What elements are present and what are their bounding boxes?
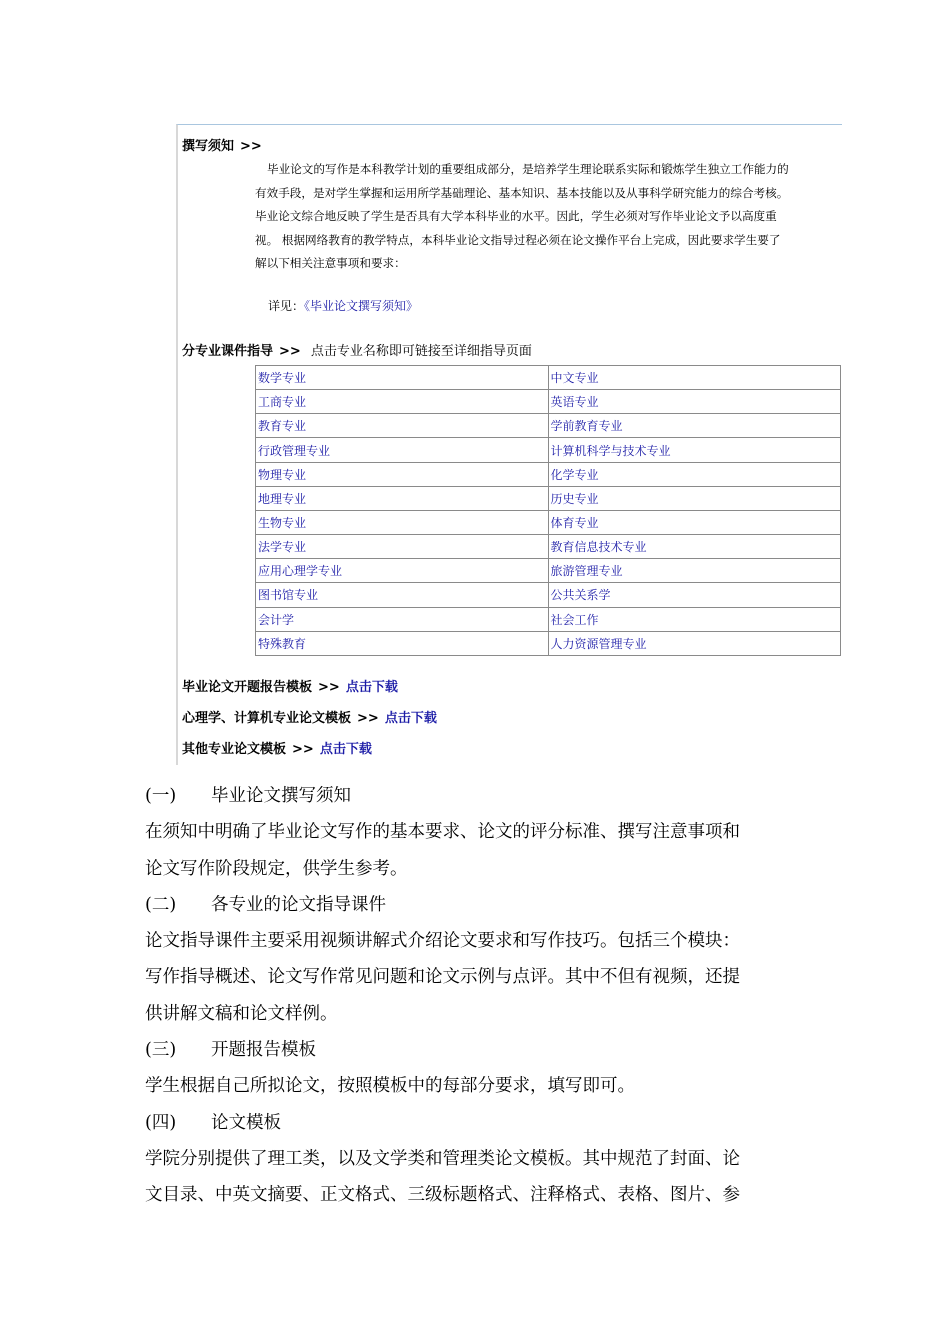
writing-guide-intro: [255, 158, 835, 276]
paragraph-line: 学院分别提供了理工类，以及文学类和管理类论文模板。其中规范了封面、论: [145, 1148, 740, 1169]
table-row: [256, 366, 841, 390]
section-number: (三): [145, 1040, 177, 1061]
major-link[interactable]: 旅游管理专业: [548, 559, 841, 583]
major-link[interactable]: 公共关系学: [548, 583, 841, 607]
courseware-title: 分专业课件指导: [182, 344, 274, 359]
major-link[interactable]: 计算机科学与技术专业: [548, 438, 841, 462]
writing-guide-arrow: >>: [240, 139, 262, 154]
table-row: [256, 583, 841, 607]
paragraph-line: 文目录、中英文摘要、正文格式、三级标题格式、注释格式、表格、图片、参: [145, 1185, 740, 1206]
major-link[interactable]: 行政管理专业: [256, 438, 549, 462]
major-link[interactable]: 教育专业: [256, 414, 549, 438]
paragraph-line: 在须知中明确了毕业论文写作的基本要求、论文的评分标准、撰写注意事项和: [145, 822, 740, 843]
paragraph-line: 论文指导课件主要采用视频讲解式介绍论文要求和写作技巧。包括三个模块：: [145, 931, 740, 952]
major-link[interactable]: 物理专业: [256, 462, 549, 486]
major-link[interactable]: 历史专业: [548, 486, 841, 510]
table-row: [256, 486, 841, 510]
section-heading-4: [145, 1105, 815, 1141]
major-link[interactable]: 学前教育专业: [548, 414, 841, 438]
section-heading-2: [145, 887, 815, 923]
section-number: (四): [145, 1112, 177, 1133]
major-link[interactable]: 图书馆专业: [256, 583, 549, 607]
table-row: [256, 462, 841, 486]
writing-guide-heading: [182, 135, 262, 154]
table-row: [256, 607, 841, 631]
major-link[interactable]: 体育专业: [548, 510, 841, 534]
major-link[interactable]: 社会工作: [548, 607, 841, 631]
writing-guide-link[interactable]: 《毕业论文撰写须知》: [304, 299, 419, 313]
download-label: 毕业论文开题报告模板: [182, 680, 313, 695]
major-link[interactable]: 教育信息技术专业: [548, 535, 841, 559]
major-link[interactable]: 生物专业: [256, 510, 549, 534]
download-link[interactable]: 点击下载: [319, 742, 372, 757]
download-label: 心理学、计算机专业论文模板: [182, 711, 352, 726]
paragraph-line: 供讲解文稿和论文样例。: [145, 1003, 338, 1024]
embedded-webpage-screenshot: [176, 124, 842, 765]
download-arrow: >>: [357, 711, 379, 726]
major-link[interactable]: 应用心理学专业: [256, 559, 549, 583]
section-heading-3: [145, 1032, 815, 1068]
table-row: [256, 390, 841, 414]
table-row: [256, 559, 841, 583]
section-title: 毕业论文撰写须知: [211, 786, 351, 806]
table-row: [256, 631, 841, 655]
download-link[interactable]: 点击下载: [384, 711, 437, 726]
section-title: 各专业的论文指导课件: [211, 894, 386, 915]
major-link[interactable]: 数学专业: [256, 366, 549, 390]
intro-line: 视。 根据网络教育的教学特点，本科毕业论文指导过程必须在论文操作平台上完成，因此要求学生要了: [255, 232, 781, 247]
table-row: [256, 535, 841, 559]
paragraph-line: 论文写作阶段规定，供学生参考。: [145, 858, 408, 879]
courseware-arrow: >>: [279, 344, 301, 359]
paragraph-line: 学生根据自己所拟论文，按照模板中的每部分要求，填写即可。: [145, 1076, 635, 1097]
major-link[interactable]: 地理专业: [256, 486, 549, 510]
document-body: [145, 778, 815, 1214]
table-row: [256, 414, 841, 438]
section-number: (二): [145, 894, 177, 915]
courseware-note: 点击专业名称即可链接至详细指导页面: [310, 344, 532, 359]
courseware-heading: [182, 340, 532, 359]
download-arrow: >>: [318, 680, 340, 695]
major-link[interactable]: 化学专业: [548, 462, 841, 486]
major-link[interactable]: 法学专业: [256, 535, 549, 559]
table-row: [256, 438, 841, 462]
intro-line: 有效手段，是对学生掌握和运用所学基础理论、基本知识、基本技能以及从事科学研究能力的综合考核。: [255, 185, 789, 200]
section-title: 开题报告模板: [211, 1040, 316, 1061]
major-link[interactable]: 中文专业: [548, 366, 841, 390]
download-row-other: [182, 738, 372, 757]
download-arrow: >>: [292, 742, 314, 757]
section-number: (一): [145, 786, 177, 806]
table-row: [256, 510, 841, 534]
paragraph-line: 写作指导概述、论文写作常见问题和论文示例与点评。其中不但有视频，还提: [145, 967, 740, 988]
detail-label: 详见：: [268, 299, 305, 313]
writing-guide-title: 撰写须知: [182, 139, 235, 154]
intro-line: 解以下相关注意事项和要求：: [255, 256, 406, 270]
major-link[interactable]: 人力资源管理专业: [548, 631, 841, 655]
section-title: 论文模板: [211, 1112, 281, 1133]
intro-line: 毕业论文的写作是本科教学计划的重要组成部分，是培养学生理论联系实际和锻炼学生独立工作能力的: [267, 162, 789, 176]
download-row-proposal: [182, 676, 398, 695]
major-link[interactable]: 工商专业: [256, 390, 549, 414]
detail-line: [268, 297, 418, 314]
download-row-psych-cs: [182, 707, 437, 726]
intro-line: 毕业论文综合地反映了学生是否具有大学本科毕业的水平。因此，学生必须对写作毕业论文予以高度重: [255, 209, 777, 223]
download-label: 其他专业论文模板: [182, 742, 287, 757]
majors-table: [255, 365, 841, 656]
download-link[interactable]: 点击下载: [345, 680, 398, 695]
major-link[interactable]: 特殊教育: [256, 631, 549, 655]
major-link[interactable]: 英语专业: [548, 390, 841, 414]
section-heading-1: [145, 778, 815, 814]
major-link[interactable]: 会计学: [256, 607, 549, 631]
